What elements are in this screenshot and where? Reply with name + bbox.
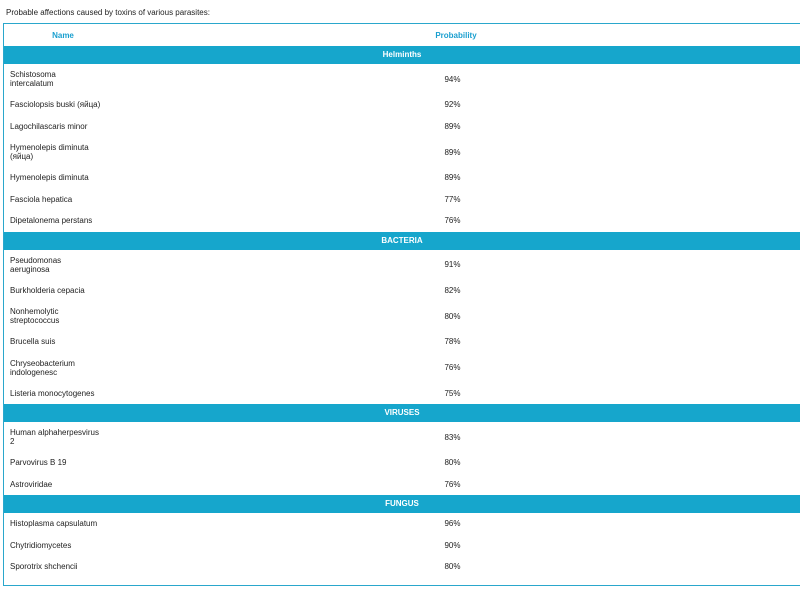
cell-probability: 76%: [444, 363, 461, 372]
table-row: [4, 250, 800, 280]
cell-parasite-name: Chytridiomycetes: [10, 540, 72, 550]
cell-probability: 96%: [444, 519, 461, 529]
cell-parasite-name: Fasciola hepatica: [10, 194, 73, 204]
cell-parasite-name: Sporotrix shchencii: [10, 562, 78, 572]
cell-parasite-name: Hymenolepis diminuta (яйца): [10, 143, 89, 161]
column-header-probability[interactable]: Probability: [435, 30, 477, 40]
cell-probability: 76%: [444, 479, 461, 489]
table-row: [4, 474, 800, 496]
cell-probability: 80%: [444, 311, 461, 321]
table-row: [4, 452, 800, 474]
cell-parasite-name: Pseudomonas aeruginosa: [10, 255, 62, 274]
table-row: [4, 513, 800, 535]
table-row: [4, 280, 800, 302]
cell-probability: 94%: [444, 74, 461, 84]
table-row: [4, 535, 800, 557]
table-header-row: [4, 24, 800, 46]
cell-parasite-name: Parvovirus B 19: [10, 458, 67, 468]
cell-parasite-name: Schistosoma intercalatum: [10, 70, 56, 88]
cell-probability: 75%: [444, 388, 461, 398]
table-row: [4, 353, 800, 383]
cell-probability: 78%: [444, 337, 461, 347]
table-row: [4, 331, 800, 353]
cell-parasite-name: Histoplasma capsulatum: [10, 519, 98, 529]
cell-parasite-name: Listeria monocytogenes: [10, 388, 95, 398]
page-caption: Probable affections caused by toxins of various parasites:: [6, 8, 210, 17]
cell-probability: 80%: [444, 458, 461, 468]
table-row: [4, 94, 800, 116]
column-header-name[interactable]: Name: [52, 30, 74, 40]
table-row: [4, 64, 800, 94]
table-body: [4, 46, 800, 578]
section-header: BACTERIA: [4, 232, 800, 250]
table-row: [4, 556, 800, 578]
cell-probability: 83%: [444, 432, 461, 442]
cell-parasite-name: Hymenolepis diminuta: [10, 173, 89, 183]
cell-probability: 77%: [444, 194, 461, 204]
affections-table: [3, 23, 800, 586]
cell-parasite-name: Astroviridae: [10, 479, 53, 489]
table-row: [4, 189, 800, 211]
cell-probability: 89%: [444, 147, 461, 157]
table-row: [4, 383, 800, 405]
section-header: VIRUSES: [4, 404, 800, 422]
section-header: Helminths: [4, 46, 800, 64]
cell-parasite-name: Burkholderia cepacia: [10, 285, 85, 295]
table-row: [4, 137, 800, 167]
table-row: [4, 422, 800, 452]
cell-probability: 82%: [444, 285, 461, 295]
cell-probability: 89%: [444, 173, 461, 183]
cell-parasite-name: Lagochilascaris minor: [10, 121, 88, 131]
cell-parasite-name: Fasciolopsis buski (яйца): [10, 100, 101, 110]
cell-probability: 89%: [444, 121, 461, 131]
cell-parasite-name: Dipetalonema perstans: [10, 216, 93, 226]
cell-parasite-name: Brucella suis: [10, 337, 56, 347]
table-row: [4, 210, 800, 232]
cell-probability: 91%: [444, 260, 461, 269]
table-row: [4, 301, 800, 331]
table-row: [4, 116, 800, 138]
cell-parasite-name: Human alphaherpesvirus 2: [10, 428, 99, 446]
cell-parasite-name: Nonhemolytic streptococcus: [10, 307, 60, 325]
section-header: FUNGUS: [4, 495, 800, 513]
cell-parasite-name: Chryseobacterium indologenesc: [10, 358, 75, 377]
table-row: [4, 167, 800, 189]
cell-probability: 90%: [444, 540, 461, 550]
cell-probability: 92%: [444, 100, 461, 110]
cell-probability: 76%: [444, 216, 461, 226]
cell-probability: 80%: [444, 562, 461, 572]
